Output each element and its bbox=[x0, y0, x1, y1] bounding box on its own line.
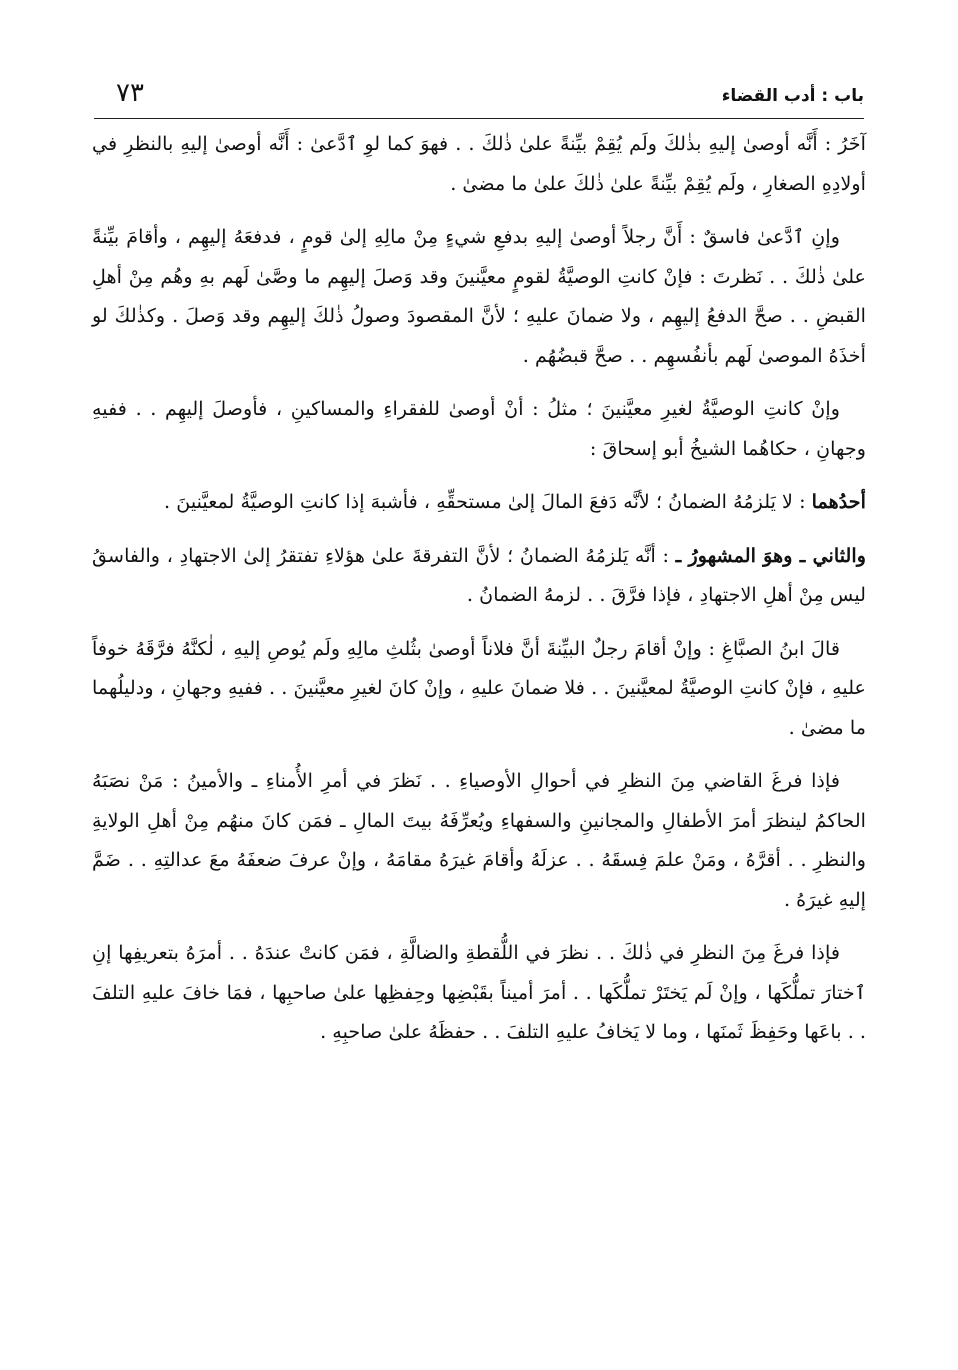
paragraph bbox=[92, 536, 866, 615]
page-number: ٧٣ bbox=[116, 78, 144, 108]
paragraph-text: : أنَّه يَلزمُهُ الضمانُ ؛ لأنَّ التفرقةَ علىٰ هؤلاءِ تفتقرُ إلىٰ الاجتهادِ ، والفاسقُ ليس مِنْ أهلِ الاجتهادِ ، فإذا فرَّقَ . . لزمهُ الضمانُ . bbox=[92, 543, 866, 606]
paragraph bbox=[92, 482, 866, 522]
paragraph-text: فإذا فرغَ مِنَ النظرِ في ذٰلكَ . . نظرَ في اللُّقطةِ والضالَّةِ ، فمَن كانتْ عندَهُ . . أمرَهُ بتعريفِها إنِ ٱختارَ تملُّكَها ، وإنْ لَم يَختَرْ تملُّكَها . . أمرَ أميناً بقَبْضِها وحِفظِها علىٰ صاحبِها ، فمَا خافَ عليهِ التلفَ . . باعَها وحَفِظَ ثَمنَها ، وما لا يَخافُ عليهِ التلفَ . . حفظَهُ علىٰ صاحبِهِ . bbox=[92, 941, 866, 1043]
paragraph-text: : لا يَلزمُهُ الضمانُ ؛ لأنَّه دَفعَ المالَ إلىٰ مستحقِّهِ ، فأشبهَ إذا كانتِ الوصيَّةُ لمعيَّنينَ . bbox=[164, 490, 812, 513]
paragraph bbox=[92, 933, 866, 1052]
header-rule bbox=[94, 118, 864, 119]
paragraph-text: وإنِ ٱدَّعىٰ فاسقٌ : أَنَّ رجلاً أوصىٰ إليهِ بدفعِ شيءٍ مِنْ مالِهِ إلىٰ قومٍ ، فدفعَهُ إليهِم ، وأقامَ بيِّنةً علىٰ ذٰلكَ . . نَظرتَ : فإنْ كانتِ الوصيَّةُ لقومٍ معيَّنينَ وقد وَصلَ إليهِم ما وصَّىٰ لَهم بهِ وهُم مِنْ أهلِ القبضِ . . صحَّ الدفعُ إليهِم ، ولا ضمانَ عليهِ ؛ لأنَّ المقصودَ وصولُ ذٰلكَ إليهِم وقد وَصلَ . وكذٰلكَ لو أخذَهُ الموصىٰ لَهم بأنفُسهِم . . صحَّ قبضُهُم . bbox=[92, 225, 866, 367]
paragraph-text: فإذا فرغَ القاضي مِنَ النظرِ في أحوالِ الأوصياءِ . . نَظرَ في أمرِ الأُمناءِ ـ والأمينُ : مَنْ نصَبَهُ الحاكمُ لينظرَ أمرَ الأطفالِ والمجانينِ والسفهاءِ ويُعرِّفَهُ بيتَ المالِ ـ فمَن كانَ منهُم مِنْ أهلِ الولايةِ والنظرِ . . أقرَّهُ ، ومَنْ علمَ فِسقَهُ . . عزلَهُ وأقامَ غيرَهُ مقامَهُ ، وإنْ عرفَ ضعفَهُ معَ عدالتِهِ . . ضَمَّ إليهِ غيرَهُ . bbox=[92, 769, 866, 911]
paragraph-lead: والثاني ـ وهوَ المشهورُ ـ bbox=[675, 543, 866, 567]
paragraph bbox=[92, 124, 866, 203]
paragraph-lead: أحدُهما bbox=[811, 490, 866, 513]
paragraph bbox=[92, 217, 866, 375]
page-header bbox=[94, 72, 864, 116]
paragraph bbox=[92, 389, 866, 468]
paragraph-text: قالَ ابنُ الصبَّاغِ : وإنْ أقامَ رجلٌ البيِّنةَ أنَّ فلاناً أوصىٰ بثُلثِ مالِهِ ولَم يُوصِ إليهِ ، لٰكنَّهُ فرَّقَهُ خوفاً عليهِ ، فإنْ كانتِ الوصيَّةُ لمعيَّنينَ . . فلا ضمانَ عليهِ ، وإنْ كانَ لغيرِ معيَّنينَ . . ففيهِ وجهانِ ، ودليلُهما ما مضىٰ . bbox=[92, 636, 866, 739]
paragraph-text: آخَرُ : أَنَّه أوصىٰ إليهِ بذٰلكَ ولَم يُقِمْ بيِّنةً علىٰ ذٰلكَ . . فهوَ كما لوِ ٱدَّعىٰ : أَنَّه أوصىٰ إليهِ بالنظرِ في أولادِهِ الصغارِ ، ولَم يُقِمْ بيِّنةً علىٰ ذٰلكَ علىٰ ما مضىٰ . bbox=[92, 132, 866, 195]
section-title: باب : أدب القضاء bbox=[721, 86, 864, 106]
page-body bbox=[92, 124, 866, 1052]
paragraph bbox=[92, 761, 866, 919]
paragraph bbox=[92, 629, 866, 748]
paragraph-text: وإنْ كانتِ الوصيَّةُ لغيرِ معيَّنينَ ؛ مثلُ : أنْ أوصىٰ للفقراءِ والمساكينِ ، فأوصلَ إليهِم . . ففيهِ وجهانِ ، حكاهُما الشيخُ أبو إسحاقَ : bbox=[92, 397, 866, 460]
